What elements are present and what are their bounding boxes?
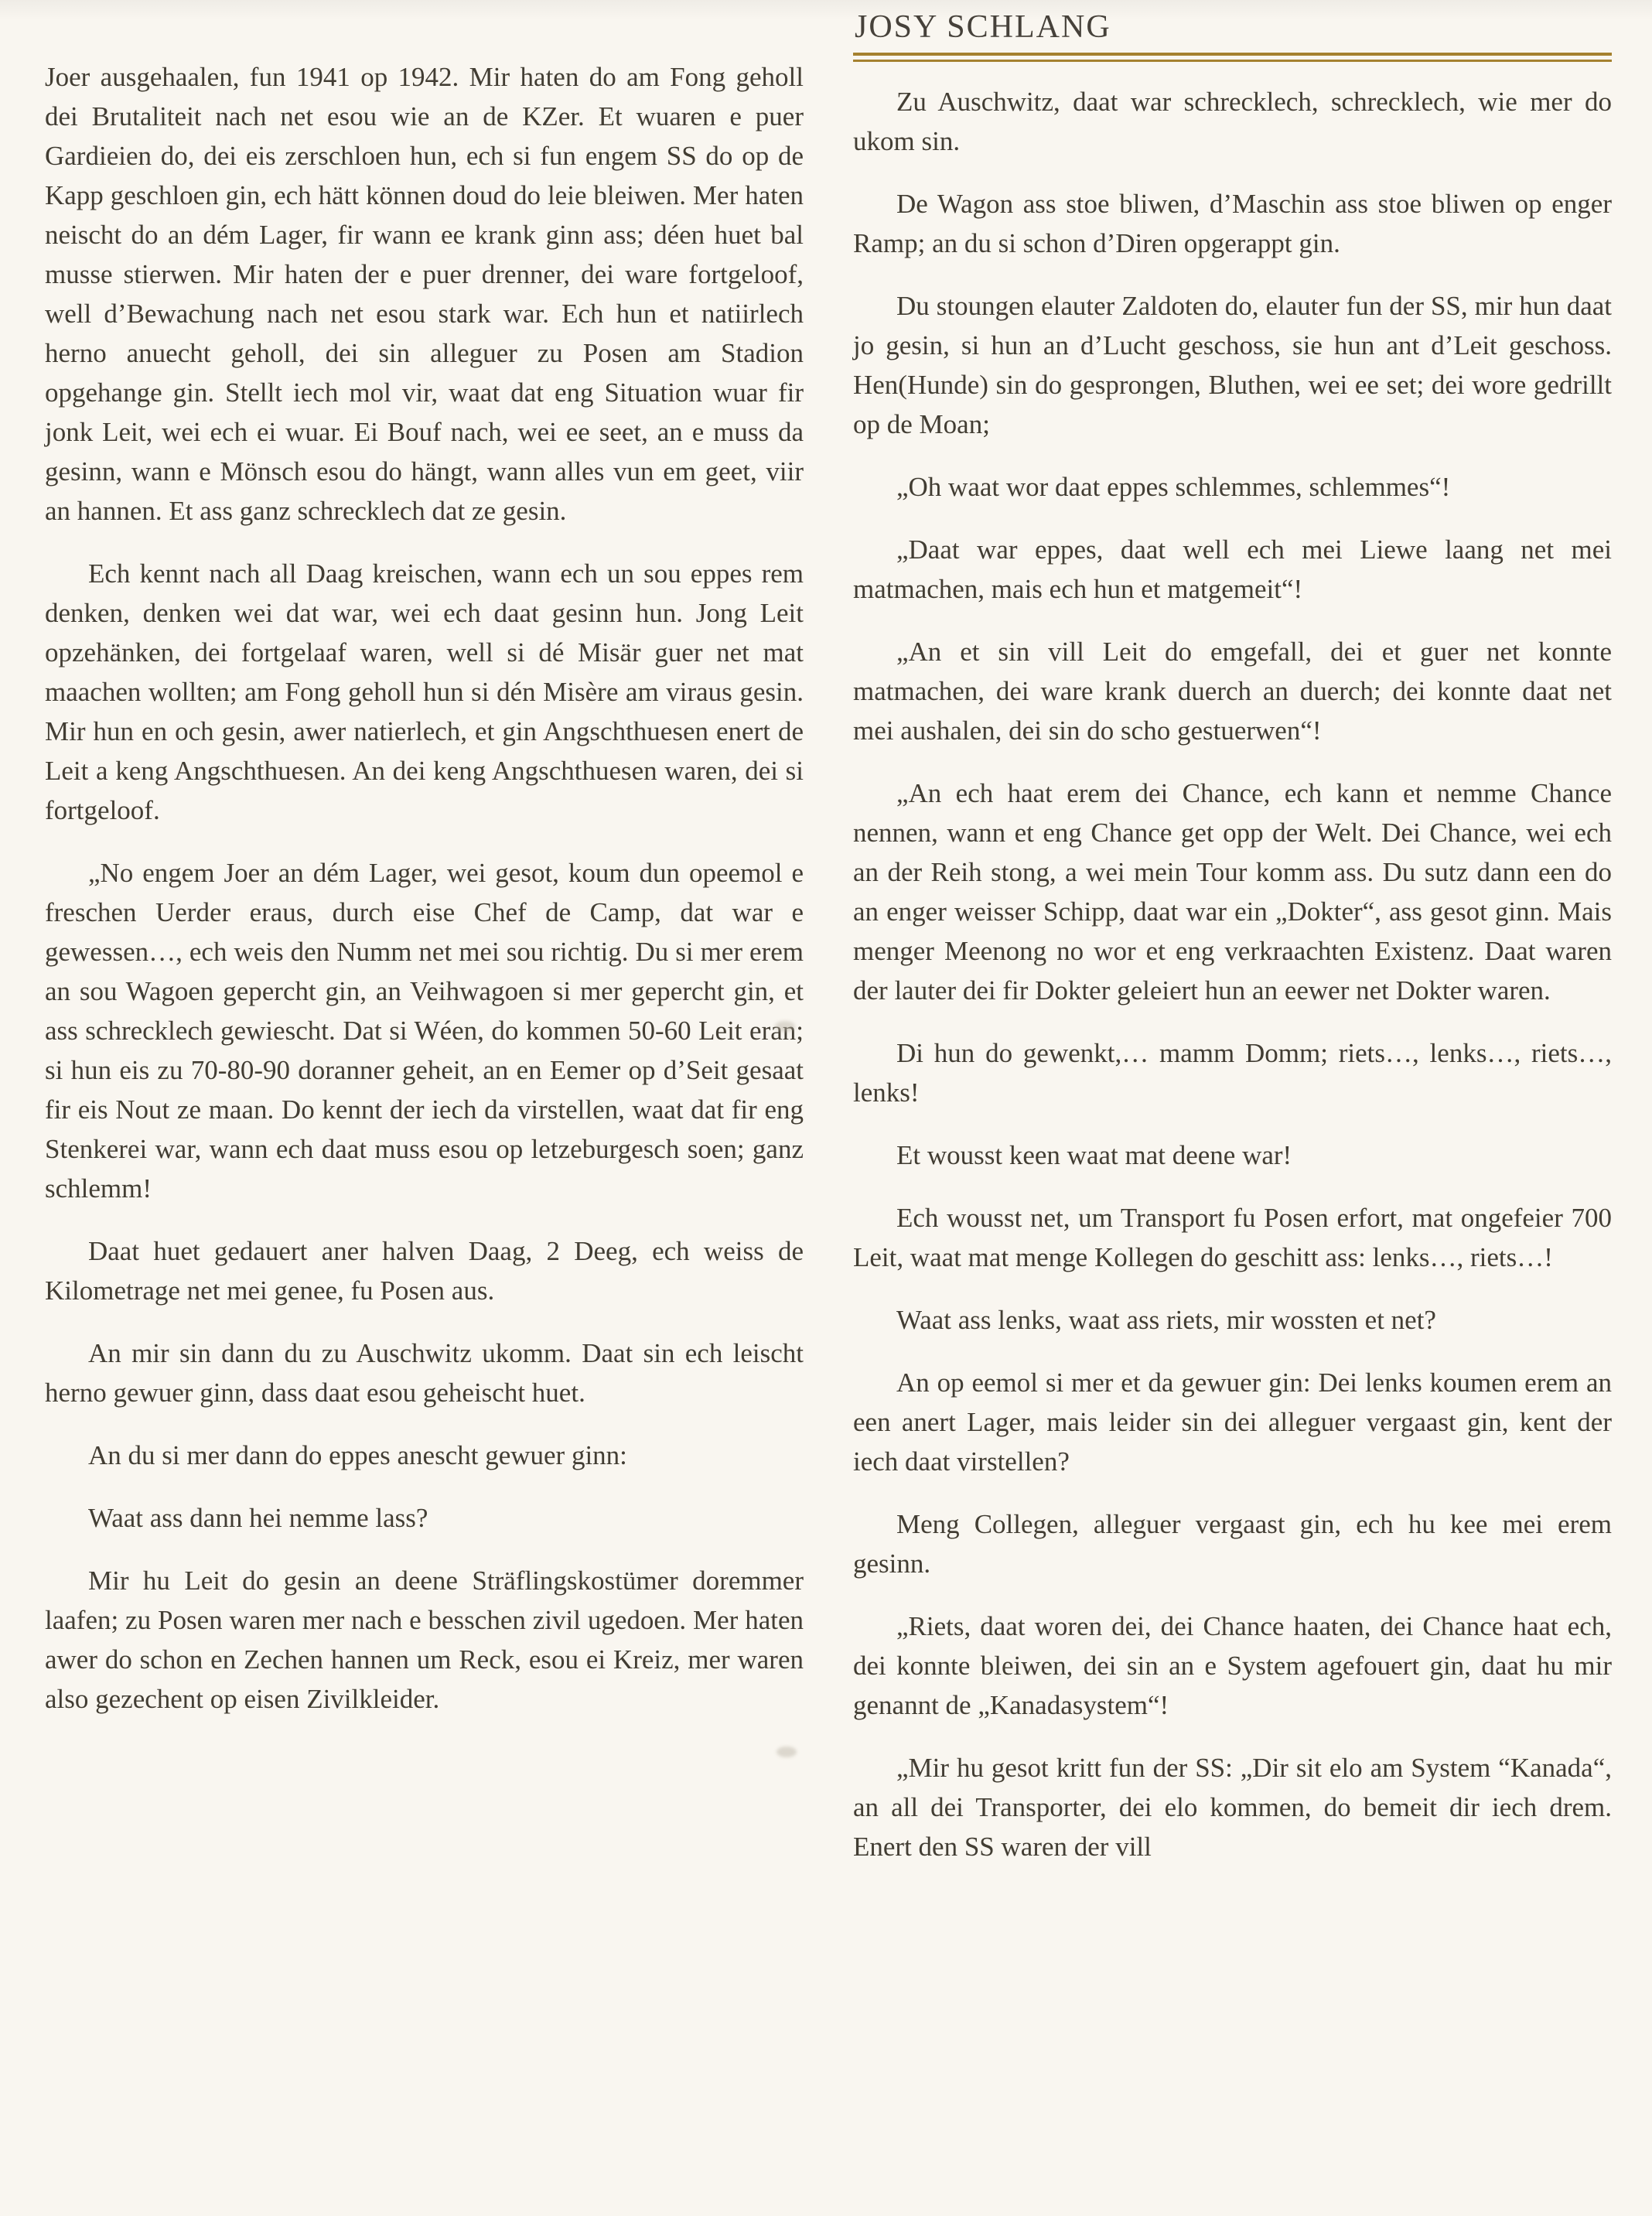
scan-artifact [777, 1747, 797, 1757]
page-title: JOSY SCHLANG [855, 9, 1111, 45]
left-column [45, 9, 804, 2201]
paragraph: An du si mer dann do eppes anescht gewuer ginn: [88, 1440, 627, 1470]
paragraph: „Mir hu gesot kritt fun der SS: „Dir sit elo am System “Kanada“, an all dei Transporter, dei elo kommen, do bemeit dir iech drem. Enert den SS waren der vill [853, 1753, 1612, 1862]
paragraph: „No engem Joer an dém Lager, wei gesot, koum dun opeemol e freschen Uerder eraus, durch eise Chef de Camp, dat war e gewessen…, ech weis den Numm net mei sou richtig. Du si mer erem an sou Wagoen gepercht gin, an Veihwagoen si mer gepercht gin, et ass schrecklech gewiescht. Dat si Wéen, do kommen 50-60 Leit eran; si hun eis zu 70-80-90 doranner geheit, an en Eemer op d’Seit gesaat fir eis Nout ze maan. Do kennt der iech da virstellen, waat dat fir eng Stenkerei war, wann ech daat muss esou op letzeburgesch soen; ganz schlemm! [45, 858, 804, 1204]
paragraph: „An et sin vill Leit do emgefall, dei et guer net konnte matmachen, dei ware krank duerch an duerch; dei konnte daat net mei aushalen, dei sin do scho gestuerwen“! [853, 637, 1612, 746]
paragraph: Joer ausgehaalen, fun 1941 op 1942. Mir haten do am Fong geholl dei Brutaliteit nach net esou wie an de KZer. Et wuaren e puer Gardieien do, dei eis zerschloen hun, ech si fun engem SS do op de Kapp geschloen gin, ech hätt können doud do leie bleiwen. Mer haten neischt do an dém Lager, fir wann ee krank ginn ass; déen huet bal musse stierwen. Mir haten der e puer drenner, dei ware fortgeloof, well d’Bewachung nach net esou stark war. Ech hun et natiirlech herno anuecht geholl, dei sin alleguer zu Posen am Stadion opgehange gin. Stellt iech mol vir, waat dat eng Situation wuar fir jonk Leit, wei ech ei wuar. Ei Bouf nach, wei ee seet, an e muss da gesinn, wann e Mönsch esou do hängt, wann alles vun em geet, viir an hannen. Et ass ganz schrecklech dat ze gesin. [45, 62, 804, 526]
paragraph: An op eemol si mer et da gewuer gin: Dei lenks koumen erem an een anert Lager, mais leider sin dei alleguer vergaast gin, kent der iech daat virstellen? [853, 1368, 1612, 1477]
header-double-rule [853, 53, 1612, 62]
paragraph: „An ech haat erem dei Chance, ech kann et nemme Chance nennen, wann et eng Chance get opp der Welt. Dei Chance, wei ech an der Reih stong, a wei mein Tour komm ass. Du sutz dann een do an enger weisser Schipp, daat war ein „Dokter“, ass gesot ginn. Mais menger Meenong no wor et eng verkraachten Existenz. Daat waren der lauter dei fir Dokter geleiert hun an eewer net Dokter waren. [853, 778, 1612, 1006]
paragraph: De Wagon ass stoe bliwen, d’Maschin ass stoe bliwen op enger Ramp; an du si schon d’Diren opgerappt gin. [853, 189, 1612, 258]
paragraph: Meng Collegen, alleguer vergaast gin, ech hu kee mei erem gesinn. [853, 1509, 1612, 1579]
paragraph: Ech kennt nach all Daag kreischen, wann ech un sou eppes rem denken, denken wei dat war, wei ech daat gesinn hun. Jong Leit opzehänken, dei fortgelaaf waren, well si dé Misär guer net mat maachen wollten; am Fong geholl hun si dén Misère am viraus gesin. Mir hun en och gesin, awer natierlech, et gin Angschthuesen enert de Leit a keng Angschthuesen. An dei keng Angschthuesen waren, dei si fortgeloof. [45, 558, 804, 825]
paragraph: Zu Auschwitz, daat war schrecklech, schrecklech, wie mer do ukom sin. [853, 87, 1612, 156]
paragraph: An mir sin dann du zu Auschwitz ukomm. Daat sin ech leischt herno gewuer ginn, dass daat esou geheischt huet. [45, 1338, 804, 1408]
paragraph: Di hun do gewenkt,… mamm Domm; riets…, lenks…, riets…, lenks! [853, 1038, 1612, 1108]
paragraph: „Riets, daat woren dei, dei Chance haaten, dei Chance haat ech, dei konnte bleiwen, dei sin an e System agefouert gin, daat hu mir genannt de „Kanadasystem“! [853, 1611, 1612, 1720]
paragraph: Ech wousst net, um Transport fu Posen erfort, mat ongefeier 700 Leit, waat mat menge Kollegen do geschitt ass: lenks…, riets…! [853, 1203, 1612, 1272]
right-column [853, 9, 1612, 2201]
page-header [853, 9, 1612, 62]
paragraph: „Daat war eppes, daat well ech mei Liewe laang net mei matmachen, mais ech hun et matgemeit“! [853, 534, 1612, 604]
paragraph: Waat ass dann hei nemme lass? [88, 1503, 428, 1533]
scan-artifact [775, 1021, 795, 1032]
paragraph: Mir hu Leit do gesin an deene Sträflingskostümer doremmer laafen; zu Posen waren mer nach e besschen zivil ugedoen. Mer haten awer do schon en Zechen hannen um Reck, esou ei Kreiz, mer waren also gezechent op eisen Zivilkleider. [45, 1566, 804, 1714]
paragraph: „Oh waat wor daat eppes schlemmes, schlemmes“! [896, 472, 1451, 502]
paragraph: Waat ass lenks, waat ass riets, mir wossten et net? [896, 1305, 1436, 1335]
paragraph: Du stoungen elauter Zaldoten do, elauter fun der SS, mir hun daat jo gesin, si hun an d’Lucht geschoss, sie hun ant d’Leit geschoss. Hen(Hunde) sin do gesprongen, Bluthen, wei ee set; dei wore gedrillt op de Moan; [853, 291, 1612, 439]
paragraph: Daat huet gedauert aner halven Daag, 2 Deeg, ech weiss de Kilometrage net mei genee, fu Posen aus. [45, 1236, 804, 1306]
paragraph: Et wousst keen waat mat deene war! [896, 1140, 1292, 1170]
